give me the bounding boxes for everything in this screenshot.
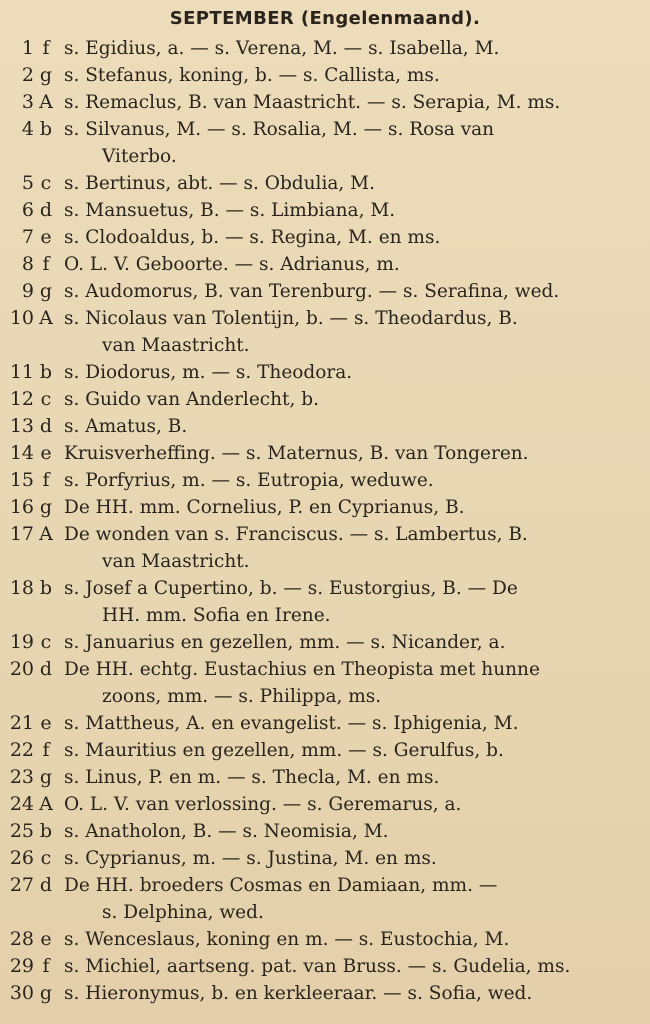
day-number: 7 xyxy=(21,226,34,248)
day-number: 21 xyxy=(9,712,34,734)
calendar-entry xyxy=(0,791,650,818)
day-number: 24 xyxy=(9,793,34,815)
calendar-entry xyxy=(0,737,650,764)
calendar-entry xyxy=(0,440,650,467)
dominical-letter: g xyxy=(39,982,53,1004)
dominical-letter: b xyxy=(39,361,53,383)
calendar-entry xyxy=(0,386,650,413)
calendar-entry xyxy=(0,656,650,710)
day-number: 12 xyxy=(9,388,34,410)
dominical-letter: g xyxy=(39,280,53,302)
dominical-letter: g xyxy=(39,496,53,518)
entry-line: s. Diodorus, m. — s. Theodora. xyxy=(64,362,353,383)
dominical-letter: d xyxy=(39,199,53,221)
dominical-letter: d xyxy=(39,874,53,896)
saints-text xyxy=(64,305,594,359)
entry-line: s. Wenceslaus, koning en m. — s. Eustochia, M. xyxy=(64,929,510,950)
entry-line: De wonden van s. Franciscus. — s. Lambertus, B. xyxy=(64,524,528,545)
day-number: 25 xyxy=(9,820,34,842)
saints-text xyxy=(64,710,594,737)
entry-line: s. Amatus, B. xyxy=(64,416,188,437)
calendar-entry xyxy=(0,953,650,980)
saints-text xyxy=(64,494,594,521)
entry-line: s. Josef a Cupertino, b. — s. Eustorgius, B. — De xyxy=(64,578,518,599)
calendar-entry xyxy=(0,35,650,62)
dominical-letter: d xyxy=(39,658,53,680)
dominical-letter: b xyxy=(39,577,53,599)
entry-line: O. L. V. van verlossing. — s. Geremarus, a. xyxy=(64,794,462,815)
saints-text xyxy=(64,818,594,845)
calendar-entry xyxy=(0,818,650,845)
entry-line: De HH. echtg. Eustachius en Theopista met hunne xyxy=(64,659,540,680)
entry-line: s. Silvanus, M. — s. Rosalia, M. — s. Rosa van xyxy=(64,119,495,140)
entry-line: s. Cyprianus, m. — s. Justina, M. en ms. xyxy=(64,848,437,869)
calendar-entry xyxy=(0,845,650,872)
dominical-letter: c xyxy=(40,388,52,410)
day-number: 6 xyxy=(21,199,34,221)
day-number: 22 xyxy=(9,739,34,761)
dominical-letter: d xyxy=(39,415,53,437)
entry-line: s. Egidius, a. — s. Verena, M. — s. Isabella, M. xyxy=(64,38,500,59)
entry-continuation-line: van Maastricht. xyxy=(102,335,250,356)
dominical-letter: c xyxy=(40,631,52,653)
entry-line: s. Anatholon, B. — s. Neomisia, M. xyxy=(64,821,389,842)
dominical-letter: b xyxy=(39,820,53,842)
dominical-letter: A xyxy=(39,91,53,113)
day-number: 23 xyxy=(9,766,34,788)
dominical-letter: g xyxy=(39,766,53,788)
day-number: 20 xyxy=(9,658,34,680)
day-number: 4 xyxy=(21,118,34,140)
saints-text xyxy=(64,926,594,953)
dominical-letter: f xyxy=(42,253,50,275)
calendar-entry xyxy=(0,62,650,89)
day-number: 30 xyxy=(9,982,34,1004)
day-number: 19 xyxy=(9,631,34,653)
saints-text xyxy=(64,278,594,305)
entry-line: s. Guido van Anderlecht, b. xyxy=(64,389,319,410)
entry-continuation-line: zoons, mm. — s. Philippa, ms. xyxy=(102,686,382,707)
entry-line: s. Remaclus, B. van Maastricht. — s. Serapia, M. ms. xyxy=(64,92,561,113)
day-number: 16 xyxy=(9,496,34,518)
saints-text xyxy=(64,872,594,926)
dominical-letter: c xyxy=(40,847,52,869)
calendar-entry xyxy=(0,575,650,629)
saints-text xyxy=(64,980,594,1007)
entry-line: s. Mauritius en gezellen, mm. — s. Gerulfus, b. xyxy=(64,740,504,761)
calendar-entry xyxy=(0,89,650,116)
calendar-entry xyxy=(0,224,650,251)
entry-line: s. Januarius en gezellen, mm. — s. Nicander, a. xyxy=(64,632,506,653)
entry-continuation-line: Viterbo. xyxy=(102,146,177,167)
saints-text xyxy=(64,251,594,278)
saints-text xyxy=(64,791,594,818)
saints-text xyxy=(64,764,594,791)
calendar-entry xyxy=(0,521,650,575)
calendar-entry xyxy=(0,926,650,953)
saints-text xyxy=(64,845,594,872)
entries-list xyxy=(0,35,650,1007)
dominical-letter: A xyxy=(39,523,53,545)
calendar-entry xyxy=(0,764,650,791)
dominical-letter: b xyxy=(39,118,53,140)
saints-text xyxy=(64,35,594,62)
entry-line: s. Mattheus, A. en evangelist. — s. Iphigenia, M. xyxy=(64,713,519,734)
day-number: 15 xyxy=(9,469,34,491)
day-number: 27 xyxy=(9,874,34,896)
entry-line: s. Mansuetus, B. — s. Limbiana, M. xyxy=(64,200,396,221)
saints-text xyxy=(64,629,594,656)
saints-text xyxy=(64,89,594,116)
saints-text xyxy=(64,656,594,710)
day-number: 2 xyxy=(21,64,34,86)
calendar-entry xyxy=(0,710,650,737)
entry-continuation-line: van Maastricht. xyxy=(102,551,250,572)
day-number: 11 xyxy=(9,361,34,383)
entry-line: s. Audomorus, B. van Terenburg. — s. Serafina, wed. xyxy=(64,281,560,302)
entry-line: s. Bertinus, abt. — s. Obdulia, M. xyxy=(64,173,375,194)
dominical-letter: e xyxy=(40,928,52,950)
saints-text xyxy=(64,440,594,467)
day-number: 17 xyxy=(9,523,34,545)
saints-text xyxy=(64,467,594,494)
calendar-entry xyxy=(0,980,650,1007)
entry-continuation-line: s. Delphina, wed. xyxy=(102,902,264,923)
day-number: 9 xyxy=(21,280,34,302)
dominical-letter: c xyxy=(40,172,52,194)
dominical-letter: g xyxy=(39,64,53,86)
calendar-entry xyxy=(0,359,650,386)
calendar-entry xyxy=(0,494,650,521)
calendar-entry xyxy=(0,278,650,305)
day-number: 13 xyxy=(9,415,34,437)
day-number: 29 xyxy=(9,955,34,977)
day-number: 28 xyxy=(9,928,34,950)
day-number: 14 xyxy=(9,442,34,464)
saints-text xyxy=(64,953,594,980)
calendar-entry xyxy=(0,170,650,197)
day-number: 26 xyxy=(9,847,34,869)
entry-line: s. Michiel, aartseng. pat. van Bruss. — s. Gudelia, ms. xyxy=(64,956,571,977)
calendar-entry xyxy=(0,629,650,656)
dominical-letter: A xyxy=(39,307,53,329)
saints-text xyxy=(64,521,594,575)
dominical-letter: A xyxy=(39,793,53,815)
day-number: 18 xyxy=(9,577,34,599)
calendar-entry xyxy=(0,305,650,359)
entry-line: s. Clodoaldus, b. — s. Regina, M. en ms. xyxy=(64,227,441,248)
dominical-letter: f xyxy=(42,955,50,977)
entry-continuation-line: HH. mm. Sofia en Irene. xyxy=(102,605,331,626)
calendar-entry xyxy=(0,872,650,926)
calendar-entry xyxy=(0,467,650,494)
saints-text xyxy=(64,224,594,251)
calendar-entry xyxy=(0,116,650,170)
saints-text xyxy=(64,359,594,386)
saints-text xyxy=(64,413,594,440)
calendar-entry xyxy=(0,251,650,278)
dominical-letter: e xyxy=(40,226,52,248)
saints-text xyxy=(64,62,594,89)
dominical-letter: e xyxy=(40,442,52,464)
entry-line: s. Porfyrius, m. — s. Eutropia, weduwe. xyxy=(64,470,434,491)
calendar-entry xyxy=(0,197,650,224)
dominical-letter: f xyxy=(42,469,50,491)
day-number: 10 xyxy=(9,307,34,329)
dominical-letter: f xyxy=(42,37,50,59)
day-number: 8 xyxy=(21,253,34,275)
entry-line: s. Nicolaus van Tolentijn, b. — s. Theodardus, B. xyxy=(64,308,518,329)
entry-line: O. L. V. Geboorte. — s. Adrianus, m. xyxy=(64,254,400,275)
saints-text xyxy=(64,575,594,629)
dominical-letter: e xyxy=(40,712,52,734)
entry-line: De HH. mm. Cornelius, P. en Cyprianus, B. xyxy=(64,497,465,518)
entry-line: s. Hieronymus, b. en kerkleeraar. — s. Sofia, wed. xyxy=(64,983,533,1004)
entry-line: s. Linus, P. en m. — s. Thecla, M. en ms. xyxy=(64,767,440,788)
calendar-entry xyxy=(0,413,650,440)
day-number: 3 xyxy=(21,91,34,113)
saints-text xyxy=(64,116,594,170)
day-number: 5 xyxy=(21,172,34,194)
day-number: 1 xyxy=(21,37,34,59)
entry-line: s. Stefanus, koning, b. — s. Callista, ms. xyxy=(64,65,440,86)
page-title: SEPTEMBER (Engelenmaand). xyxy=(169,8,481,29)
saints-text xyxy=(64,197,594,224)
saints-text xyxy=(64,737,594,764)
dominical-letter: f xyxy=(42,739,50,761)
entry-line: De HH. broeders Cosmas en Damiaan, mm. — xyxy=(64,875,498,896)
saints-text xyxy=(64,170,594,197)
entry-line: Kruisverheffing. — s. Maternus, B. van Tongeren. xyxy=(64,443,529,464)
saints-text xyxy=(64,386,594,413)
